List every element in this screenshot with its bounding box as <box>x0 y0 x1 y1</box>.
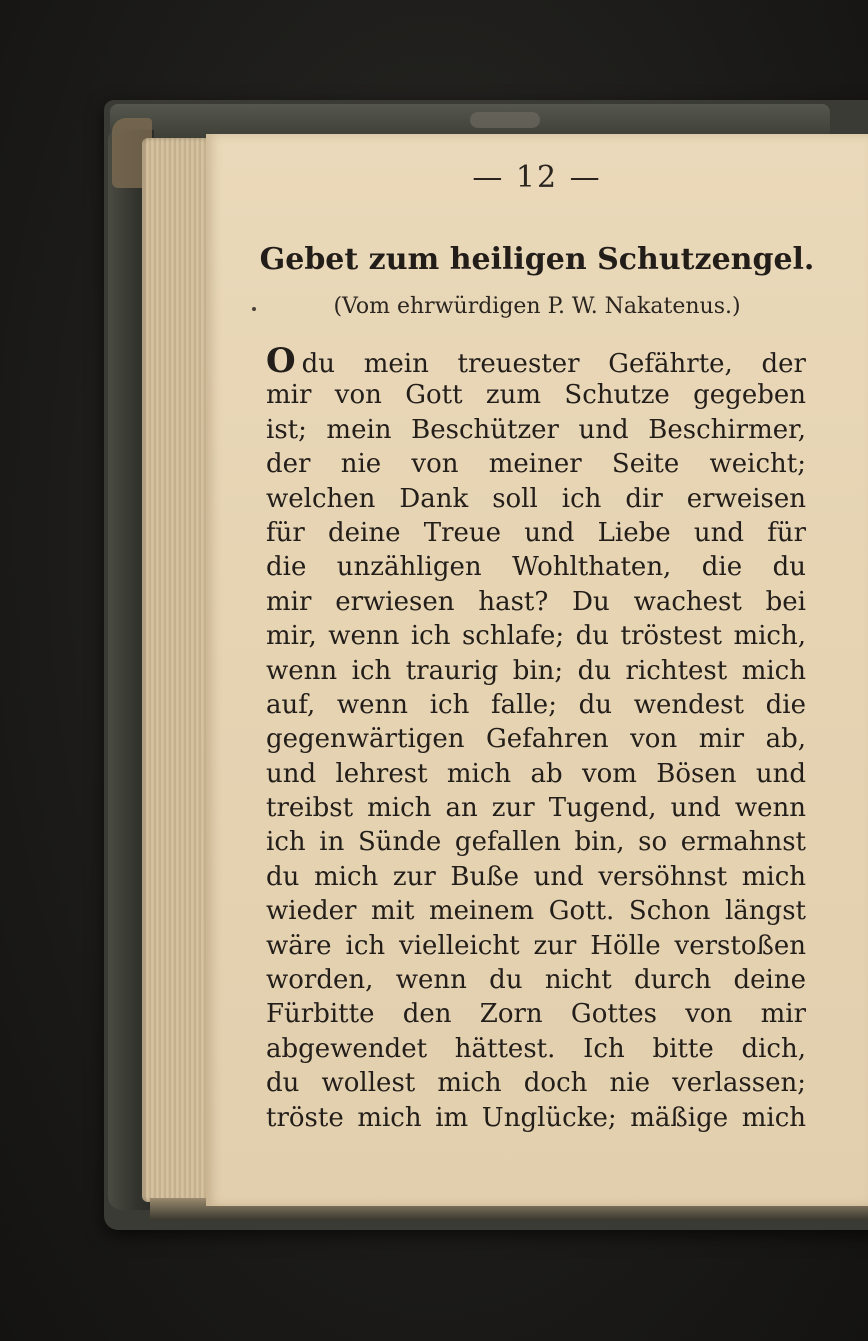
body-line-text: du mein treuester Gefährte, der <box>301 349 806 379</box>
body-line: für deine Treue und Liebe und für <box>266 517 806 548</box>
body-line: welchen Dank soll ich dir erweisen <box>266 483 806 514</box>
body-line: tröste mich im Unglücke; mäßige mich <box>266 1102 806 1133</box>
body-line: mir, wenn ich schlafe; du tröstest mich, <box>266 621 806 652</box>
body-line: treibst mich an zur Tugend, und wenn <box>266 793 806 824</box>
page-edges <box>142 138 216 1202</box>
body-line: ich in Sünde gefallen bin, so ermahnst <box>266 827 806 858</box>
body-line: mir erwiesen hast? Du wachest bei <box>266 586 806 617</box>
body-line: du mich zur Buße und versöhnst mich <box>266 861 806 892</box>
body-line: abgewendet hättest. Ich bitte dich, <box>266 1033 806 1064</box>
body-line: ist; mein Beschützer und Beschirmer, <box>266 414 806 445</box>
body-line: wieder mit meinem Gott. Schon längst <box>266 896 806 927</box>
prayer-title: Gebet zum heiligen Schutzengel. <box>259 242 815 277</box>
body-line: wäre ich vielleicht zur Hölle verstoßen <box>266 930 806 961</box>
body-line: wenn ich traurig bin; du richtest mich <box>266 655 806 686</box>
body-line <box>266 344 806 378</box>
body-line: und lehrest mich ab vom Bösen und <box>266 758 806 789</box>
cover-wear-mark <box>470 112 540 128</box>
body-line: gegenwärtigen Gefahren von mir ab, <box>266 724 806 755</box>
drop-cap: O <box>266 344 296 379</box>
body-line: worden, wenn du nicht durch deine <box>266 965 806 996</box>
body-line: Fürbitte den Zorn Gottes von mir <box>266 999 806 1030</box>
prayer-body <box>266 344 806 1135</box>
body-line: der nie von meiner Seite weicht; <box>266 449 806 480</box>
body-line: mir von Gott zum Schutze gegeben <box>266 380 806 411</box>
prayer-attribution: (Vom ehrwürdigen P. W. Nakatenus.) <box>333 294 741 319</box>
body-line: auf, wenn ich falle; du wendest die <box>266 689 806 720</box>
ink-speck <box>252 307 256 311</box>
body-line: du wollest mich doch nie verlassen; <box>266 1068 806 1099</box>
body-line: die unzähligen Wohlthaten, die du <box>266 552 806 583</box>
page-number: — 12 — <box>472 160 602 195</box>
